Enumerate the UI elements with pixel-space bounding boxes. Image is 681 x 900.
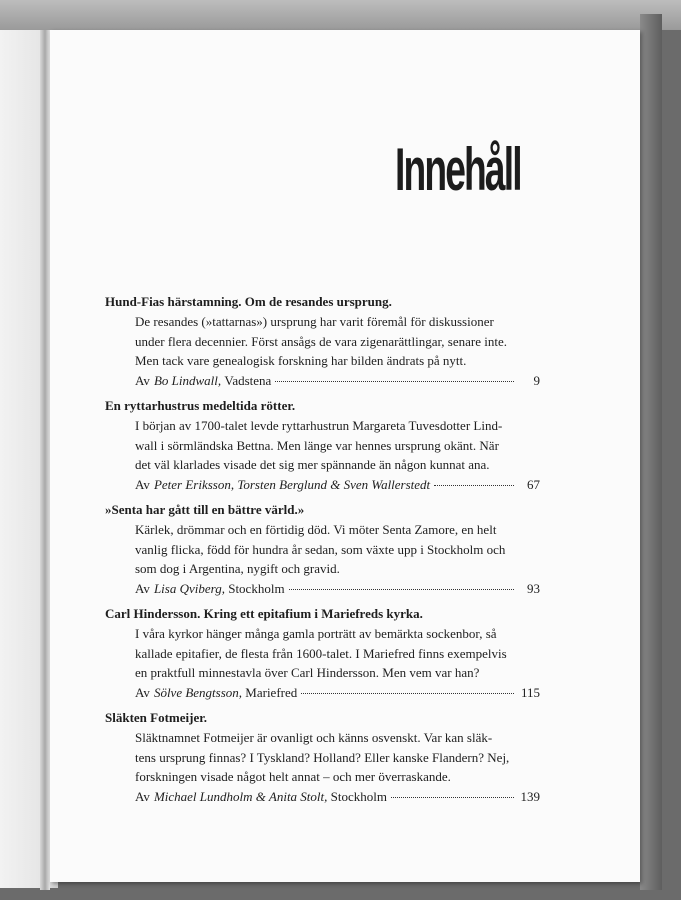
description-line: I början av 1700-talet levde ryttarhustrun Margareta Tuvesdotter Lind-: [135, 418, 503, 433]
page-number: 93: [527, 580, 540, 596]
description-line: Men tack vare genealogisk forskning har bilden ändrats på nytt.: [135, 353, 467, 368]
entry-authors: Michael Lundholm & Anita Stolt,: [153, 788, 328, 804]
dot-leader: [275, 380, 514, 382]
scan-background: [0, 0, 681, 30]
description-line: vanlig flicka, född för hundra år sedan, som växte upp i Stockholm och: [135, 541, 506, 557]
entry-body: [135, 728, 540, 806]
entry-body: [135, 312, 540, 390]
entry-title: Släkten Fotmeijer.: [105, 710, 208, 725]
description-line: forskningen visade något helt annat – och mer överraskande.: [135, 769, 451, 784]
entry-place: Stockholm: [228, 580, 285, 596]
by-label: Av: [135, 684, 150, 700]
table-of-contents: [105, 292, 540, 812]
entry-byline: [135, 579, 540, 599]
entry-byline: [135, 475, 540, 495]
by-label: Av: [135, 788, 150, 804]
entry-authors: Lisa Qviberg,: [153, 580, 225, 596]
dot-leader: [289, 588, 514, 590]
toc-entry: [105, 708, 540, 806]
entry-description: [135, 520, 540, 579]
dot-leader: [301, 692, 514, 694]
entry-title: Carl Hindersson. Kring ett epitafium i Mariefreds kyrka.: [105, 606, 423, 621]
entry-description: [135, 312, 540, 371]
description-line: som dog i Argentina, nygift och gravid.: [135, 561, 340, 576]
page-number: 67: [527, 476, 540, 492]
page-number: 139: [520, 788, 540, 804]
entry-authors: Peter Eriksson, Torsten Berglund & Sven Wallerstedt: [153, 476, 431, 492]
page-number: 115: [520, 684, 540, 700]
entry-place: Vadstena: [224, 372, 272, 388]
description-line: Släktnamnet Fotmeijer är ovanligt och känns osvenskt. Var kan släk-: [135, 730, 493, 745]
entry-byline: [135, 371, 540, 391]
entry-body: [135, 624, 540, 702]
dot-leader: [434, 484, 514, 486]
description-line: wall i sörmländska Bettna. Men länge var hennes ursprung okänt. När: [135, 437, 499, 453]
entry-body: [135, 520, 540, 598]
entry-byline: [135, 787, 540, 807]
description-line: kallade epitafier, de flesta från 1600-talet. I Mariefred finns exempelvis: [135, 645, 507, 661]
entry-description: [135, 416, 540, 475]
toc-entry: [105, 500, 540, 598]
toc-entry: [105, 604, 540, 702]
description-line: under flera decennier. Först ansågs de vara zigenarättlingar, senare inte.: [135, 333, 507, 349]
description-line: De resandes (»tattarnas») ursprung har varit föremål för diskussioner: [135, 314, 494, 329]
dot-leader: [391, 796, 514, 798]
by-label: Av: [135, 580, 150, 596]
book-cover-edge: [640, 14, 662, 890]
toc-entry: [105, 292, 540, 390]
entry-byline: [135, 683, 540, 703]
entry-body: [135, 416, 540, 494]
description-line: det väl klarlades visade det sig mer spännande än någon kunnat ana.: [135, 457, 490, 472]
page-number: 9: [533, 372, 540, 388]
entry-place: Mariefred: [245, 684, 298, 700]
entry-title: »Senta har gått till en bättre värld.»: [105, 502, 305, 517]
entry-description: [135, 728, 540, 787]
by-label: Av: [135, 372, 150, 388]
description-line: I våra kyrkor hänger många gamla porträtt av bemärkta sockenbor, så: [135, 626, 497, 641]
description-line: tens ursprung finnas? I Tyskland? Holland? Eller kanske Flandern? Nej,: [135, 749, 510, 765]
entry-place: Stockholm: [330, 788, 387, 804]
book-gutter: [40, 30, 50, 890]
page-title: Innehåll: [395, 136, 521, 203]
entry-title: Hund-Fias härstamning. Om de resandes ursprung.: [105, 294, 392, 309]
entry-authors: Bo Lindwall,: [153, 372, 222, 388]
description-line: en praktfull minnestavla över Carl Hindersson. Men vem var han?: [135, 665, 480, 680]
description-line: Kärlek, drömmar och en förtidig död. Vi möter Senta Zamore, en helt: [135, 522, 497, 537]
entry-authors: Sölve Bengtsson,: [153, 684, 243, 700]
by-label: Av: [135, 476, 150, 492]
toc-entry: [105, 396, 540, 494]
entry-description: [135, 624, 540, 683]
entry-title: En ryttarhustrus medeltida rötter.: [105, 398, 296, 413]
